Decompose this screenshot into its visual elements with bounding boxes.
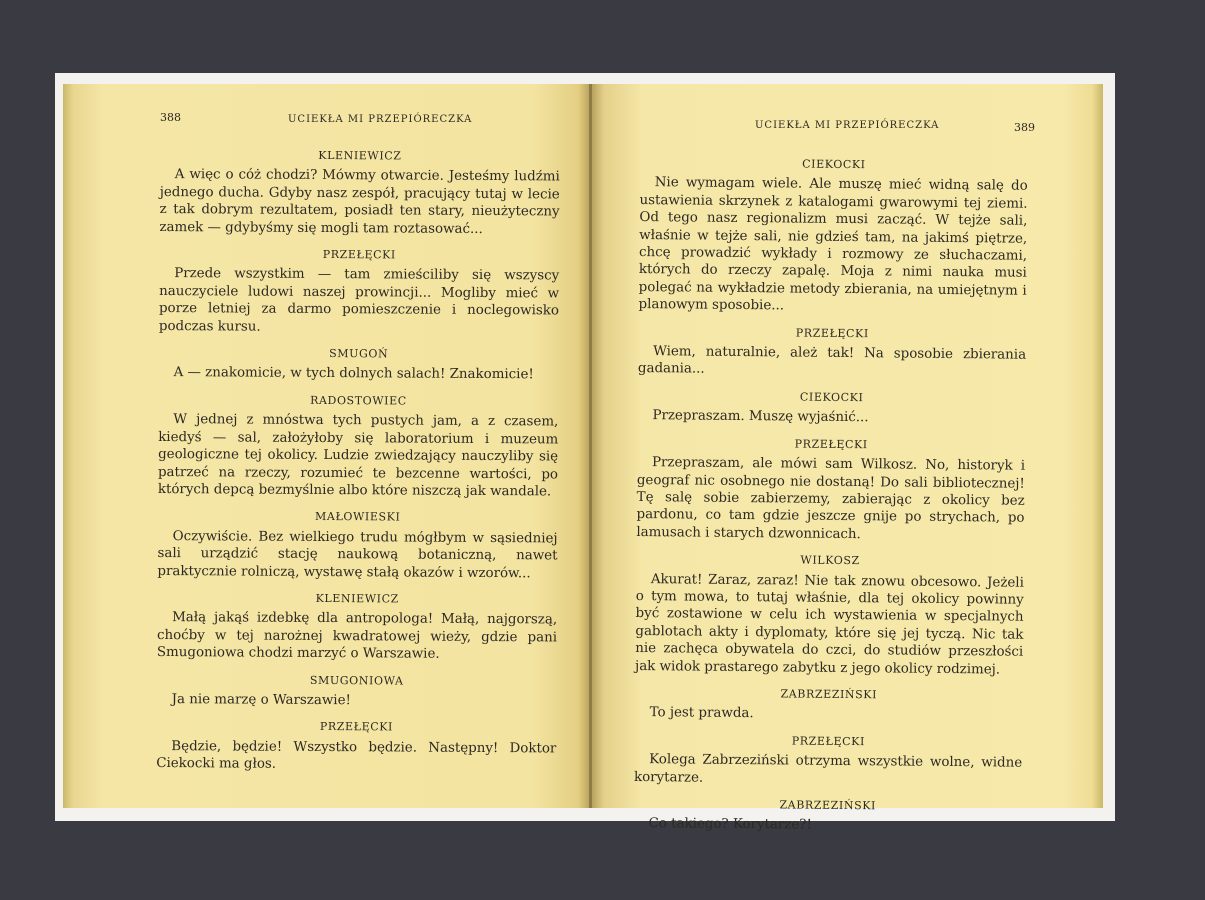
speaker-name: PRZEŁĘCKI bbox=[795, 326, 869, 340]
dialogue-text: To jest prawda. bbox=[649, 705, 754, 722]
speaker-name: CIEKOCKI bbox=[799, 390, 864, 405]
dialogue-text: Będzie, będzie! Wszystko będzie. Następny! Doktor Ciekocki ma głos. bbox=[156, 738, 557, 772]
speaker-name: SMUGONIOWA bbox=[309, 673, 404, 688]
dialogue-text: Akurat! Zaraz, zaraz! Nie tak znowu obcesowo. Jeżeli o tym mowa, to tutaj właśnie, dla tej okolicy powinny być zostawione w celu ich wystawienia w specjalnych gablotach akty i dyplomaty, które się jej tyczą. Nic tak nie zachęca obywatela do czci, do studiów przeszłości jak widok prastarego zabytku z jego okolicy rodzimej. bbox=[635, 571, 1024, 678]
speaker-name: PRZEŁĘCKI bbox=[791, 734, 865, 748]
speaker-name: ZABRZEZIŃSKI bbox=[779, 798, 877, 813]
speaker-name: KLENIEWICZ bbox=[318, 148, 402, 163]
page-text bbox=[633, 154, 1027, 837]
speaker-name: MAŁOWIESKI bbox=[315, 510, 401, 524]
dialogue-text: A więc o cóż chodzi? Mówmy otwarcie. Jesteśmy ludźmi jednego ducha. Gdyby nasz zespół, pracujący tutaj w lecie z tak dobrym rezultatem, posiadł ten stary, nieużyteczny zamek — gdybyśmy się mogli tam roztasować... bbox=[159, 167, 560, 237]
right-page bbox=[592, 84, 1103, 834]
running-head: UCIEKŁA MI PRZEPIÓRECZKA bbox=[755, 120, 940, 131]
dialogue-text: Przepraszam, ale mówi sam Wilkosz. No, historyk i geograf nic osobnego nie dostaną! Do sali bibliotecznej! Tę salę sobie zabierzemy, zabierając z okolicy bez pardonu, co tam gdzie jeszcze gnije po strychach, po lamusach i starych dzwonnicach. bbox=[636, 455, 1026, 542]
speaker-name: PRZEŁĘCKI bbox=[322, 248, 396, 262]
dialogue-text: Ja nie marzę o Warszawie! bbox=[171, 692, 351, 709]
dialogue-text: Co takiego? Korytarze?! bbox=[648, 816, 812, 834]
left-page bbox=[63, 84, 590, 808]
dialogue-text: Przede wszystkim — tam zmieściliby się wszyscy nauczyciele ludowi naszej prowincji... Mogliby mieć w porze letniej za darmo pomieszczenie i noclegowisko podczas kursu. bbox=[158, 266, 560, 335]
dialogue-text: Kolega Zabrzeziński otrzyma wszystkie wolne, widne korytarze. bbox=[633, 752, 1023, 786]
dialogue-text: Wiem, naturalnie, ależ tak! Na sposobie zbierania gadania... bbox=[637, 344, 1027, 378]
dialogue-text: Małą jakąś izdebkę dla antropologa! Małą, najgorszą, choćby w tej narożnej kwadratowej wieży, gdzie pani Smugoniowa chodzi marzyć o Warszawie. bbox=[156, 610, 558, 662]
dialogue-text: Oczywiście. Bez wielkiego trudu mógłbym w sąsiedniej sali urządzić stację naukową botaniczną, nawet praktycznie rolniczą, wystawę stałą okazów i wzorów... bbox=[157, 528, 558, 581]
dialogue-text: W jednej z mnóstwa tych pustych jam, a z czasem, kiedyś — sal, założyłoby się laboratorium i muzeum geologiczne tej okolicy. Ludzie zwiedzający nauczyliby się patrzeć na rzeczy, rozumieć te bezcenne wartości, po których depcą bezmyślnie albo które niszczą jak wandale. bbox=[157, 412, 559, 500]
dialogue-text: Przepraszam. Muszę wyjaśnić... bbox=[652, 408, 869, 426]
speaker-name: WILKOSZ bbox=[800, 553, 860, 568]
speaker-name: ZABRZEZIŃSKI bbox=[780, 687, 878, 702]
speaker-name: SMUGOŃ bbox=[329, 347, 389, 361]
running-head: UCIEKŁA MI PRZEPIÓRECZKA bbox=[288, 114, 473, 125]
speaker-name: RADOSTOWIEC bbox=[310, 393, 407, 408]
speaker-name: PRZEŁĘCKI bbox=[794, 437, 868, 451]
page-number: 388 bbox=[160, 111, 181, 124]
speaker-name: CIEKOCKI bbox=[802, 157, 866, 172]
dialogue-text: Nie wymagam wiele. Ale muszę mieć widną salę do ustawienia skrzynek z katalogami gwarowymi tej ziemi. Od tego nasz regionalizm musi zacząć. W tejże sali, właśnie w tejże sali, nie gdzieś tam, na jakimś piętrze, chcę prowadzić wykłady i rozmowy ze słuchaczami, których do rzeczy zapalę. Moja z nimi nauka musi polegać na wykładzie metody zbierania, na umiejętnym i planowym sposobie... bbox=[638, 175, 1028, 314]
page-text bbox=[156, 146, 560, 775]
page-number: 389 bbox=[1014, 121, 1035, 134]
speaker-name: KLENIEWICZ bbox=[315, 591, 399, 606]
dialogue-text: A — znakomicie, w tych dolnych salach! Znakomicie! bbox=[173, 365, 534, 383]
speaker-name: PRZEŁĘCKI bbox=[319, 720, 394, 734]
